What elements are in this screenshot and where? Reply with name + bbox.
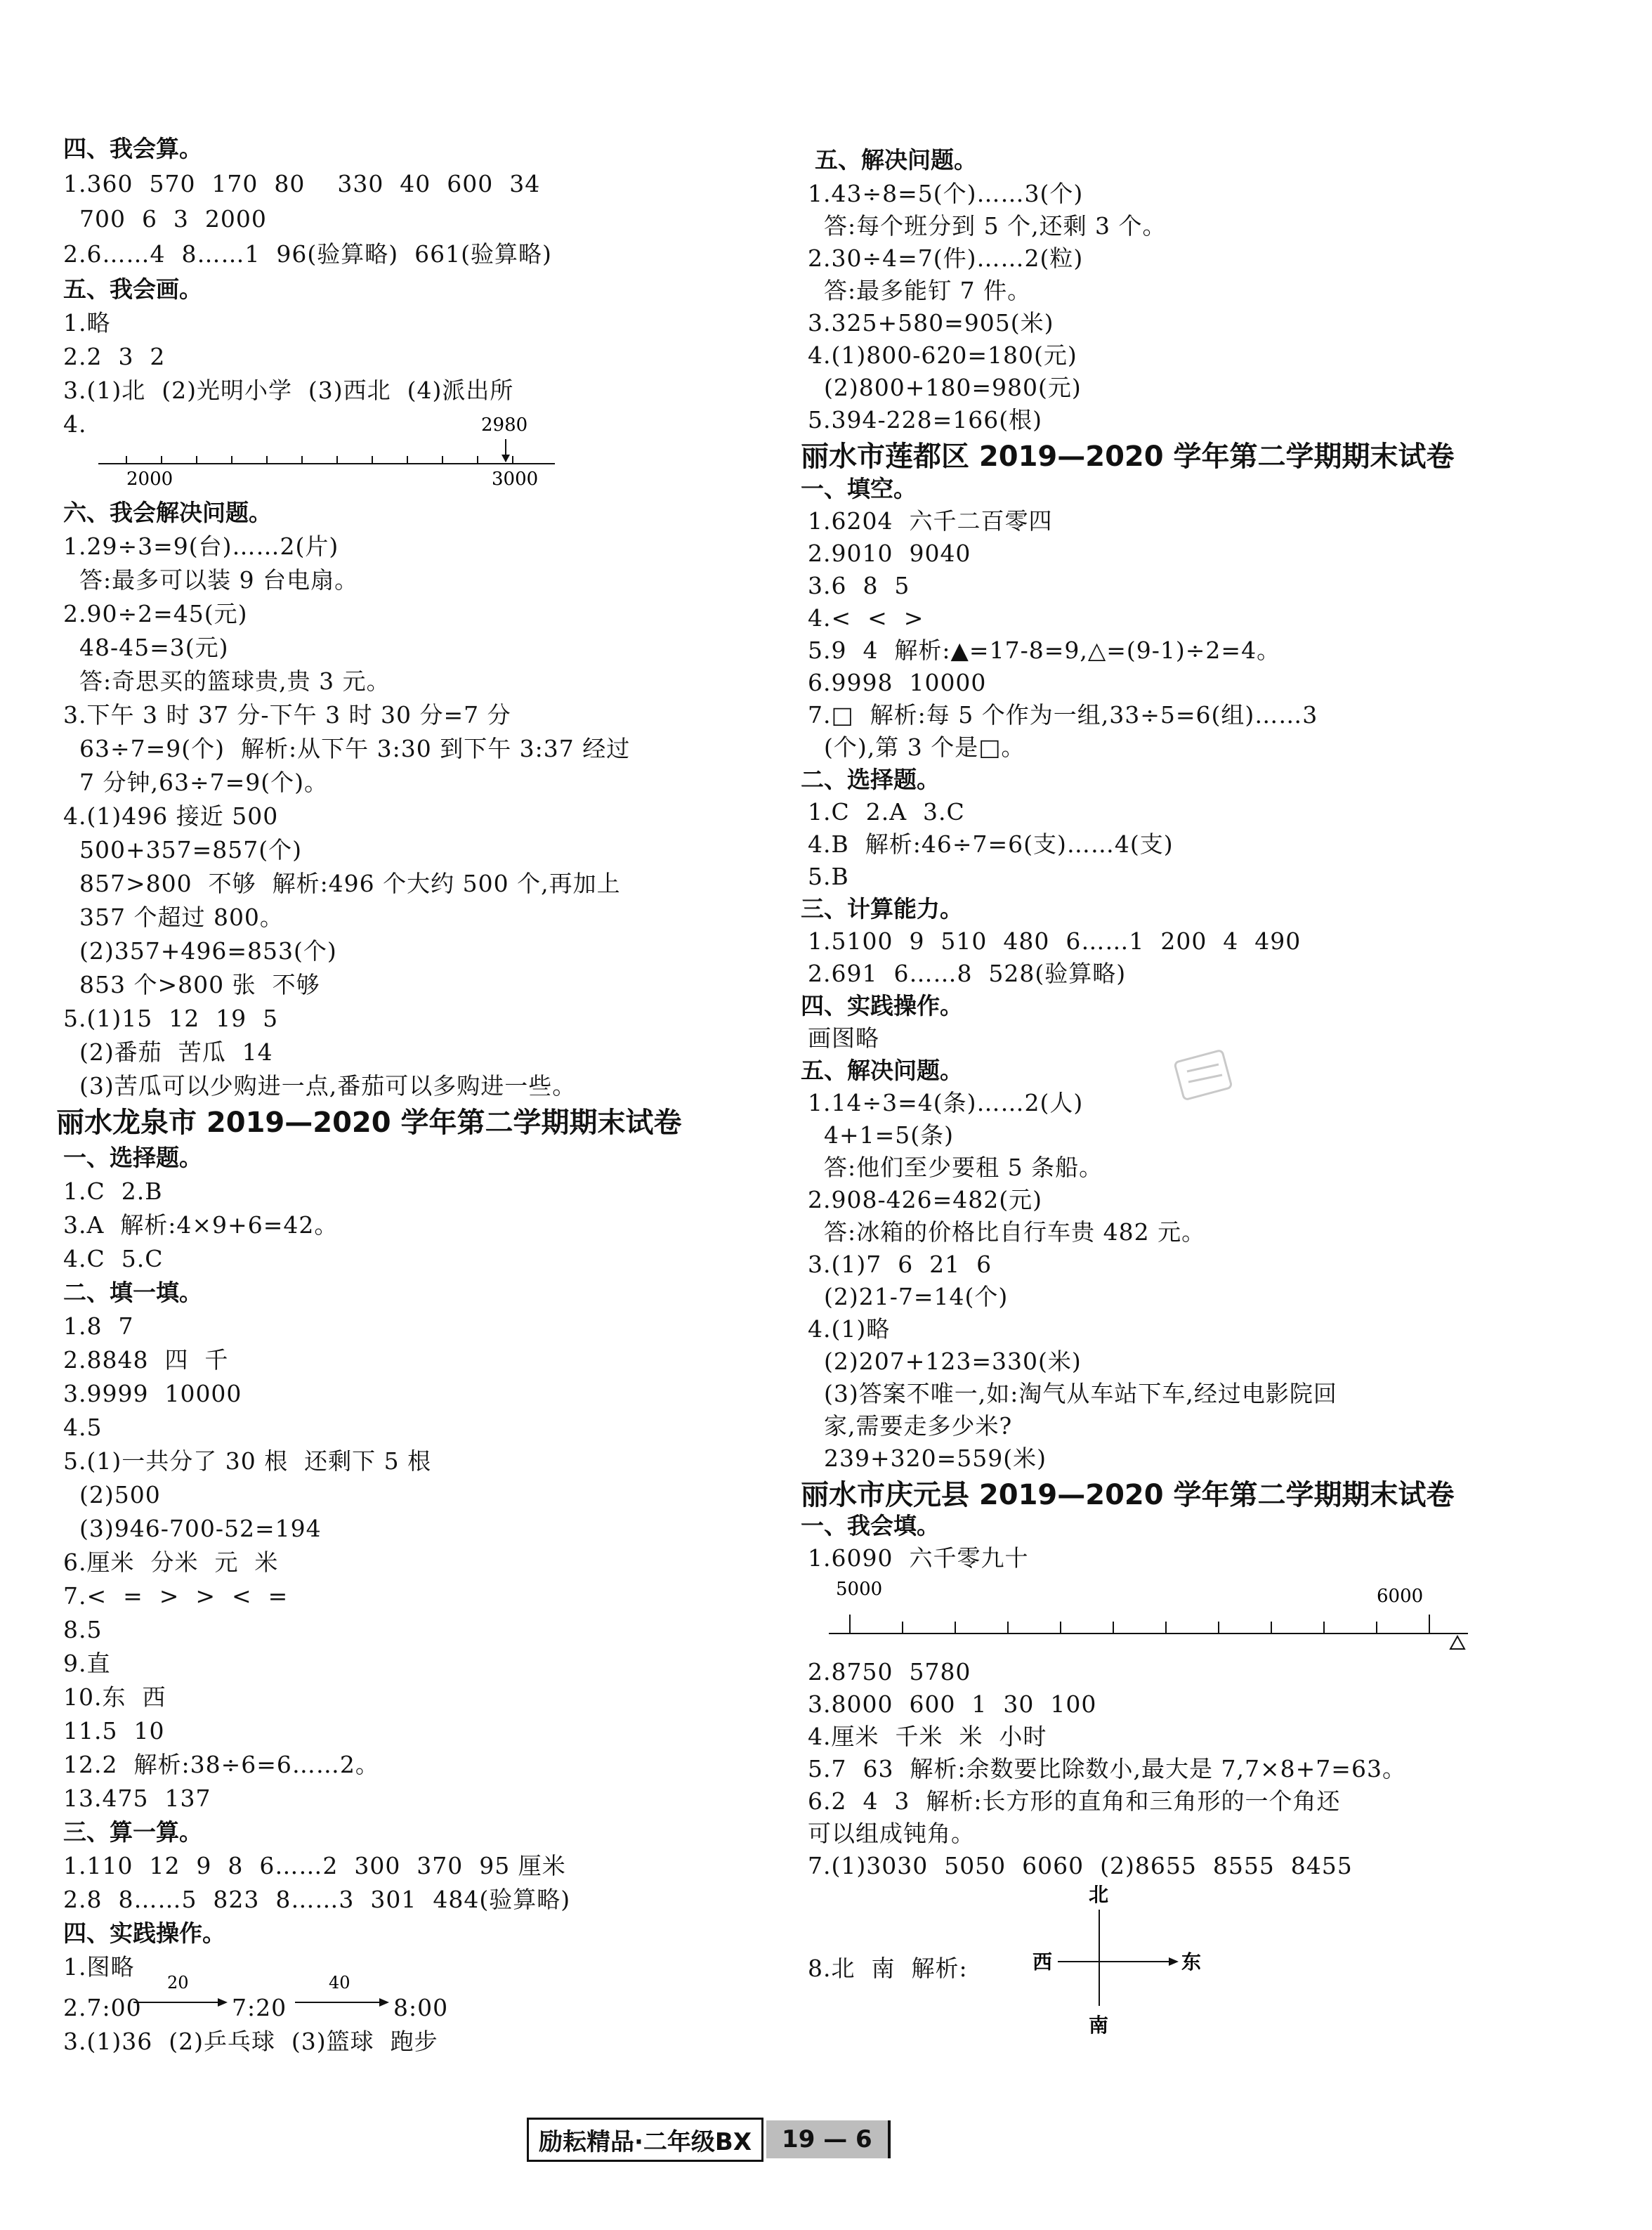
answer-line: 4.< < > [808, 604, 924, 632]
answer-line: 239+320=559(米) [808, 1445, 1047, 1472]
answer-line: 5.394-228=166(根) [808, 406, 1042, 433]
number-line-start-label: 2000 [126, 469, 173, 488]
compass-south-label: 南 [1089, 2014, 1109, 2037]
answer-line: 5.7 63 解析:余数要比除数小,最大是 7,7×8+7=63。 [808, 1755, 1406, 1782]
answer-line: 853 个>800 张 不够 [63, 971, 320, 998]
answer-line: 2.30÷4=7(件)……2(粒) [808, 244, 1084, 272]
answer-line: 11.5 10 [63, 1717, 165, 1745]
answer-line: (3)答案不唯一,如:淘气从车站下车,经过电影院回 [808, 1380, 1337, 1407]
answer-line: 357 个超过 800。 [63, 904, 284, 931]
answer-line: 2.908-426=482(元) [808, 1186, 1042, 1213]
answer-line: 2.6……4 8……1 96(验算略) 661(验算略) [63, 240, 552, 268]
answer-line: 6.9998 10000 [808, 669, 987, 696]
brand-label: 励耘精品·二年级BX [527, 2118, 763, 2162]
answer-line: 2.90÷2=45(元) [63, 600, 248, 627]
answer-line: 1.6090 六千零九十 [808, 1544, 1029, 1572]
number-line-end-label: 6000 [1377, 1586, 1424, 1607]
stamp-icon [1166, 1047, 1243, 1110]
answer-line: 1.C 2.A 3.C [808, 798, 965, 826]
answer-line: (2)357+496=853(个) [63, 937, 337, 965]
answer-line: 3.8000 600 1 30 100 [808, 1690, 1097, 1718]
answer-line: 2.7:00 [63, 1994, 142, 2021]
answer-line: 4.C 5.C [63, 1245, 164, 1272]
section-title: 五、解决问题。 [801, 1057, 963, 1084]
answer-line: 8.5 [63, 1616, 103, 1643]
number-line-marker-label: 2980 [481, 415, 528, 436]
section-title: 一、我会填。 [801, 1512, 940, 1539]
answer-line: 5.(1)一共分了 30 根 还剩下 5 根 [63, 1447, 432, 1475]
answer-line: 700 6 3 2000 [63, 205, 267, 233]
answer-line: 3.9999 10000 [63, 1380, 242, 1407]
section-title: 二、选择题。 [801, 766, 940, 793]
answer-line: 9.直 [63, 1650, 111, 1677]
section-title: 五、解决问题。 [815, 146, 977, 174]
answer-line: 答:他们至少要租 5 条船。 [808, 1154, 1103, 1181]
answer-line: 1.略 [63, 309, 111, 337]
answer-line: 画图略 [808, 1024, 879, 1052]
section-title: 一、选择题。 [63, 1144, 202, 1171]
section-title: 五、我会画。 [63, 275, 202, 303]
answer-line: (2)番茄 苦瓜 14 [63, 1038, 273, 1066]
exam-title: 丽水市莲都区 2019—2020 学年第二学期期末试卷 [801, 441, 1455, 473]
answer-line: 答:冰箱的价格比自行车贵 482 元。 [808, 1218, 1206, 1246]
answer-line: 10.东 西 [63, 1683, 166, 1711]
compass-diagram [1004, 1883, 1285, 2045]
answer-line: 7 分钟,63÷7=9(个)。 [63, 769, 328, 796]
answer-line: 1.110 12 9 8 6……2 300 370 95 厘米 [63, 1852, 566, 1879]
answer-line: 4.B 解析:46÷7=6(支)……4(支) [808, 830, 1174, 858]
arrow-icon [133, 1973, 232, 2015]
answer-line: 家,需要走多少米? [808, 1412, 1013, 1440]
answer-line: 3.A 解析:4×9+6=42。 [63, 1211, 339, 1239]
exam-title: 丽水龙泉市 2019—2020 学年第二学期期末试卷 [56, 1107, 682, 1139]
arrow-icon [295, 1973, 393, 2015]
number-line-end-label: 3000 [492, 469, 539, 488]
answer-line: 4+1=5(条) [808, 1121, 955, 1149]
answer-line: 1.360 570 170 80 330 40 600 34 [63, 170, 541, 197]
answer-line: 48-45=3(元) [63, 634, 229, 661]
answer-line: 答:奇思买的篮球贵,贵 3 元。 [63, 667, 391, 695]
answer-line: 6.2 4 3 解析:长方形的直角和三角形的一个角还 [808, 1787, 1341, 1815]
answer-line: 857>800 不够 解析:496 个大约 500 个,再加上 [63, 870, 621, 897]
answer-line: 1.图略 [63, 1953, 135, 1981]
answer-line: 3.(1)7 6 21 6 [808, 1251, 992, 1278]
answer-line: 5.9 4 解析:▲=17-8=9,△=(9-1)÷2=4。 [808, 637, 1281, 664]
answer-line: (3)946-700-52=194 [63, 1515, 322, 1542]
answer-line: 1.29÷3=9(台)……2(片) [63, 533, 339, 560]
section-title: 三、计算能力。 [801, 895, 963, 922]
answer-line: 3.(1)36 (2)乒乓球 (3)篮球 跑步 [63, 2028, 438, 2055]
answer-line: 1.8 7 [63, 1312, 134, 1340]
answer-line: 7.□ 解析:每 5 个作为一组,33÷5=6(组)……3 [808, 701, 1318, 729]
answer-line: 500+357=857(个) [63, 836, 302, 863]
page-number: 19 — 6 [766, 2120, 891, 2158]
number-line-diagram [98, 411, 562, 488]
answer-line: 4.(1)800-620=180(元) [808, 341, 1077, 369]
answer-line: 答:最多可以装 9 台电扇。 [63, 566, 359, 594]
answer-line: 4.(1)略 [808, 1315, 891, 1343]
answer-line: 7:20 [232, 1994, 287, 2021]
answer-line: 答:最多能钉 7 件。 [808, 277, 1032, 304]
answer-line: 1.C 2.B [63, 1178, 163, 1205]
answer-line: 5.(1)15 12 19 5 [63, 1005, 279, 1032]
answer-line: 2.8750 5780 [808, 1658, 971, 1685]
compass-west-label: 西 [1032, 1950, 1053, 1974]
answer-line: 可以组成钝角。 [808, 1820, 975, 1847]
answer-line: 8.北 南 解析: [808, 1955, 968, 1982]
answer-line: 4.(1)496 接近 500 [63, 802, 279, 830]
answer-line: 3.6 8 5 [808, 572, 910, 599]
page-footer [527, 2115, 891, 2164]
section-title: 四、实践操作。 [63, 1919, 225, 1947]
answer-line: 7.< = > > < = [63, 1582, 289, 1610]
section-title: 四、我会算。 [63, 135, 202, 162]
answer-line: 答:每个班分到 5 个,还剩 3 个。 [808, 212, 1167, 240]
answer-line: 4.5 [63, 1414, 103, 1441]
answer-line: 13.475 137 [63, 1785, 211, 1812]
answer-line: 1.5100 9 510 480 6……1 200 4 490 [808, 927, 1302, 955]
exam-title: 丽水市庆元县 2019—2020 学年第二学期期末试卷 [801, 1479, 1455, 1511]
answer-line: 63÷7=9(个) 解析:从下午 3:30 到下午 3:37 经过 [63, 735, 631, 762]
answer-line: 4.厘米 千米 米 小时 [808, 1723, 1047, 1750]
answer-line: 4. [63, 410, 87, 438]
answer-line: 5.B [808, 863, 849, 890]
answer-line: (2)21-7=14(个) [808, 1283, 1009, 1310]
compass-north-label: 北 [1089, 1883, 1109, 1906]
answer-line: (2)207+123=330(米) [808, 1348, 1082, 1375]
answer-line: 3.下午 3 时 37 分-下午 3 时 30 分=7 分 [63, 701, 511, 729]
answer-line: 2.8 8……5 823 8……3 301 484(验算略) [63, 1886, 571, 1913]
section-title: 一、填空。 [801, 475, 917, 502]
number-line-diagram [822, 1574, 1524, 1658]
section-title: 三、算一算。 [63, 1818, 202, 1846]
section-title: 二、填一填。 [63, 1279, 202, 1306]
answer-line: 1.43÷8=5(个)……3(个) [808, 180, 1084, 207]
answer-line: 2.9010 9040 [808, 540, 971, 567]
section-title: 六、我会解决问题。 [63, 499, 272, 526]
answer-line: 2.2 3 2 [63, 343, 166, 370]
answer-line: 6.厘米 分米 元 米 [63, 1548, 279, 1576]
answer-line: 8:00 [393, 1994, 449, 2021]
section-title: 四、实践操作。 [801, 992, 963, 1019]
answer-line: (2)800+180=980(元) [808, 374, 1082, 401]
answer-line: 2.8848 四 千 [63, 1346, 229, 1374]
answer-line: 1.14÷3=4(条)……2(人) [808, 1089, 1084, 1116]
answer-line: 1.6204 六千二百零四 [808, 507, 1053, 535]
answer-line: (个),第 3 个是□。 [808, 733, 1025, 761]
answer-line: (2)500 [63, 1481, 161, 1508]
answer-line: 12.2 解析:38÷6=6……2。 [63, 1751, 379, 1778]
answer-line: 7.(1)3030 5050 6060 (2)8655 8555 8455 [808, 1852, 1353, 1879]
number-line-start-label: 5000 [836, 1579, 883, 1600]
arrow-label: 20 [167, 1973, 189, 1993]
answer-line: (3)苦瓜可以少购进一点,番茄可以多购进一些。 [63, 1072, 577, 1100]
answer-line: 3.(1)北 (2)光明小学 (3)西北 (4)派出所 [63, 377, 514, 404]
answer-line: 2.691 6……8 528(验算略) [808, 960, 1127, 987]
compass-east-label: 东 [1181, 1950, 1202, 1974]
answer-line: 3.325+580=905(米) [808, 309, 1054, 337]
arrow-label: 40 [329, 1973, 350, 1993]
